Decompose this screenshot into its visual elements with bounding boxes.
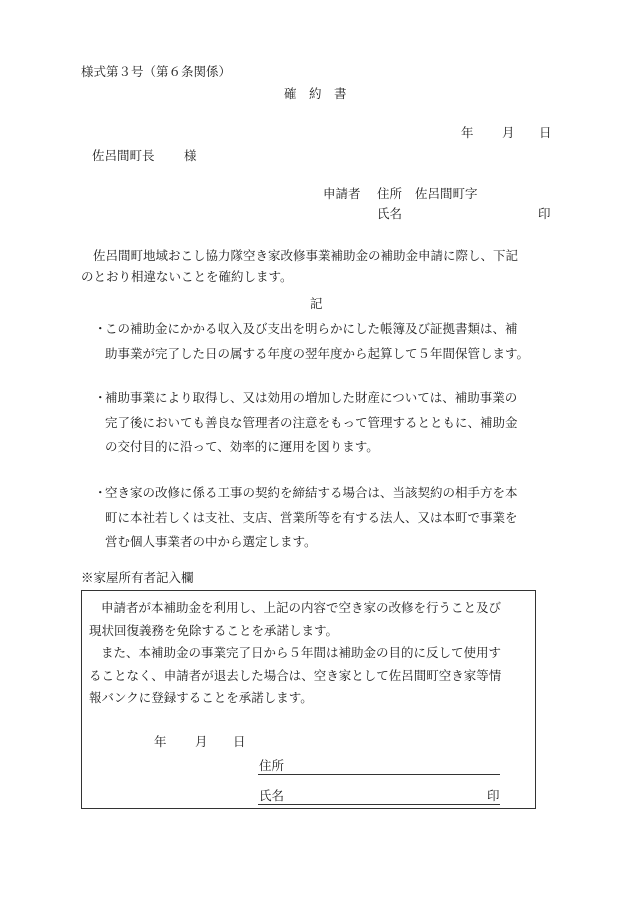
applicant-address-value: 佐呂間町字 (415, 186, 478, 201)
item-line: 営む個人事業者の中から選定します。 (105, 534, 317, 549)
owner-paragraph-2 (89, 647, 501, 705)
item-line: の交付目的に沿って、効率的に運用を図ります。 (105, 439, 379, 454)
owner-seal: 印 (487, 788, 500, 803)
date-day-label: 日 (539, 125, 552, 140)
applicant-seal: 印 (538, 206, 551, 221)
item-1 (105, 323, 529, 360)
item-line: この補助金にかかる収入及び支出を明らかにした帳簿及び証拠書類は、補 (105, 321, 518, 336)
bullet-mark: ・ (94, 485, 107, 500)
owner-line: ることなく、申請者が退去した場合は、空き家として佐呂間町空き家等情 (89, 667, 502, 683)
owner-date-day-label: 日 (233, 734, 246, 749)
owner-name-label: 氏名 (259, 788, 285, 803)
owner-paragraph-1 (89, 602, 501, 637)
date-year-label: 年 (461, 125, 474, 140)
owner-name-underline (258, 804, 500, 805)
addressee: 佐呂間町長 (92, 148, 155, 163)
owner-date-year-label: 年 (154, 734, 167, 749)
document-title: 確 約 書 (284, 86, 347, 101)
intro-line: のとおり相違ないことを確約します。 (81, 268, 293, 284)
intro-line: 佐呂間町地域おこし協力隊空き家改修事業補助金の補助金申請に際し、下記 (93, 248, 519, 263)
owner-date-month-label: 月 (195, 734, 208, 749)
bullet-mark: ・ (94, 390, 107, 405)
item-line: 補助事業により取得し、又は効用の増加した財産については、補助事業の (105, 390, 518, 405)
item-2 (105, 392, 518, 454)
item-3 (105, 487, 518, 549)
owner-address-label: 住所 (259, 758, 285, 773)
owner-line: また、本補助金の事業完了日から５年間は補助金の目的に反して使用す (101, 645, 502, 660)
applicant-address-label: 住所 (377, 186, 403, 201)
item-line: 町に本社若しくは支社、支店、営業所等を有する法人、又は本町で事業を (105, 509, 518, 525)
item-line: 完了後においても善良な管理者の注意をもって管理するとともに、補助金 (105, 414, 518, 430)
form-number: 様式第３号（第６条関係） (81, 64, 232, 79)
honorific: 様 (184, 148, 197, 163)
owner-line: 現状回復義務を免除することを承諾します。 (89, 622, 339, 638)
bullet-mark: ・ (94, 321, 107, 336)
intro-paragraph (81, 250, 518, 283)
owner-section-label: ※家屋所有者記入欄 (81, 570, 194, 585)
ki-heading: 記 (310, 296, 323, 311)
applicant-name-label: 氏名 (377, 206, 403, 221)
owner-line: 報バンクに登録することを承諾します。 (89, 690, 313, 705)
item-line: 空き家の改修に係る工事の契約を締結する場合は、当該契約の相手方を本 (105, 485, 518, 500)
date-month-label: 月 (502, 125, 515, 140)
owner-address-underline (258, 774, 500, 775)
item-line: 助事業が完了した日の属する年度の翌年度から起算して５年間保管します。 (105, 345, 530, 361)
owner-line: 申請者が本補助金を利用し、上記の内容で空き家の改修を行うこと及び (101, 600, 502, 615)
applicant-label: 申請者 (323, 186, 361, 201)
